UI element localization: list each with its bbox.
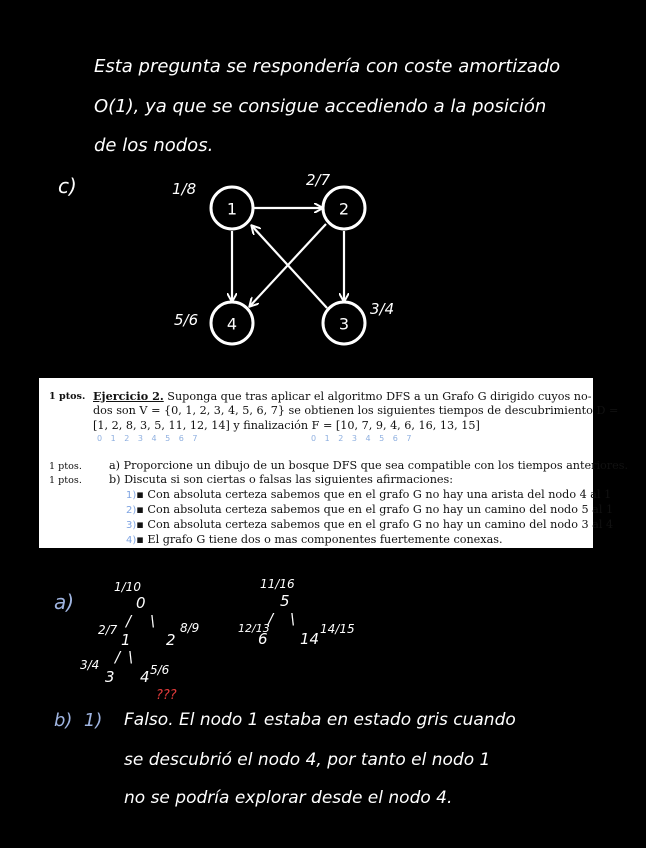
tree-edge: / — [126, 612, 132, 630]
tree-edge: / — [115, 648, 121, 666]
tree-node-3: 3 — [105, 668, 115, 686]
tree-node-2-times: 8/9 — [180, 621, 200, 635]
section-b-marker: b) 1) — [54, 710, 103, 731]
exercise-title: Ejercicio 2. — [93, 389, 164, 403]
bullet-4-number: 4) — [126, 535, 137, 546]
answer-line-3: no se podría explorar desde el nodo 4. — [124, 788, 453, 808]
bullet-2: 2)▪ Con absoluta certeza sabemos que en el grafo G no hay un camino del nodo 5 al 1 — [126, 503, 614, 516]
tree-edge: \ — [150, 612, 156, 630]
index-annotation-d: 0 1 2 3 4 5 6 7 — [97, 434, 201, 443]
section-a-marker: a) — [54, 590, 75, 614]
tree-node-6: 6 — [258, 630, 268, 648]
exercise-points: 1 ptos. — [49, 391, 86, 402]
section-c-marker: c) — [58, 174, 77, 198]
exercise-line-2: dos son V = {0, 1, 2, 3, 4, 5, 6, 7} se obtienen los siguientes tiempos de descubrimiento D = — [93, 404, 619, 417]
answer-line-1: Falso. El nodo 1 estaba en estado gris cuando — [124, 710, 516, 730]
node-4-times: 5/6 — [174, 311, 199, 329]
tree-node-4: 4 — [140, 668, 150, 686]
tree-node-5-times: 11/16 — [260, 577, 295, 591]
node-2-times: 2/7 — [306, 171, 331, 189]
tree-node-5: 5 — [280, 592, 290, 610]
tree-edge: \ — [128, 648, 134, 666]
svg-text:3: 3 — [338, 314, 350, 334]
exercise-line-3: [1, 2, 8, 3, 5, 11, 12, 14] y finalización F = [10, 7, 9, 4, 6, 16, 13, 15] — [93, 419, 480, 432]
tree-node-4-times: 5/6 — [150, 663, 170, 677]
tree-node-2: 2 — [166, 631, 176, 649]
graph-node-3 — [323, 302, 365, 344]
tree-node-1-times: 2/7 — [98, 623, 118, 637]
tree-node-3-times: 3/4 — [80, 658, 100, 672]
exercise-line-1: Ejercicio 2. Suponga que tras aplicar el algoritmo DFS a un Grafo G dirigido cuyos no- — [93, 389, 592, 403]
tree-node-6-times: 12/13 — [238, 622, 270, 635]
tree-node-1: 1 — [121, 631, 131, 649]
item-b-points: 1 ptos. — [49, 475, 82, 486]
bullet-1: 1)▪ Con absoluta certeza sabemos que en el grafo G no hay una arista del nodo 4 al 1 — [126, 488, 612, 501]
tree-node-0: 0 — [136, 594, 146, 612]
edge-3-1 — [252, 226, 327, 308]
tree-node-7-times: 14/15 — [320, 622, 355, 636]
bullet-1-number: 1) — [126, 490, 137, 501]
bullet-4: 4)▪ El grafo G tiene dos o mas componentes fuertemente conexas. — [126, 533, 503, 546]
graph-node-4 — [211, 302, 253, 344]
tree-node-7: 14 — [300, 630, 320, 648]
answer-line-2: se descubrió el nodo 4, por tanto el nodo 1 — [124, 750, 491, 770]
bullet-2-number: 2) — [126, 505, 137, 516]
answer-word: Falso — [124, 710, 169, 730]
exercise-card — [39, 378, 629, 548]
item-a-points: 1 ptos. — [49, 461, 82, 472]
item-b: b) Discuta si son ciertas o falsas las siguientes afirmaciones: — [109, 473, 454, 486]
node-1-times: 1/8 — [172, 180, 197, 198]
node-3-times: 3/4 — [370, 300, 395, 318]
graph-node-2 — [323, 187, 365, 229]
tree-edge: / — [268, 610, 274, 628]
note-line-1: Esta pregunta se respondería con coste amortizado — [94, 56, 561, 77]
tree-edge: \ — [290, 610, 296, 628]
question-marks: ??? — [156, 688, 177, 703]
index-annotation-f: 0 1 2 3 4 5 6 7 — [311, 434, 415, 443]
bullet-3: 3)▪ Con absoluta certeza sabemos que en el grafo G no hay un camino del nodo 3 al 4 — [126, 518, 614, 531]
note-line-2: O(1), ya que se consigue accediendo a la posición — [94, 96, 547, 117]
bullet-3-number: 3) — [126, 520, 137, 531]
graph-node-1 — [211, 187, 253, 229]
svg-text:2: 2 — [338, 199, 350, 219]
tree-node-0-times: 1/10 — [114, 580, 141, 594]
note-line-3: de los nodos. — [94, 135, 214, 156]
svg-text:1: 1 — [226, 199, 238, 219]
item-a: a) Proporcione un dibujo de un bosque DFS que sea compatible con los tiempos anteriores. — [109, 459, 629, 472]
svg-text:4: 4 — [226, 314, 238, 334]
